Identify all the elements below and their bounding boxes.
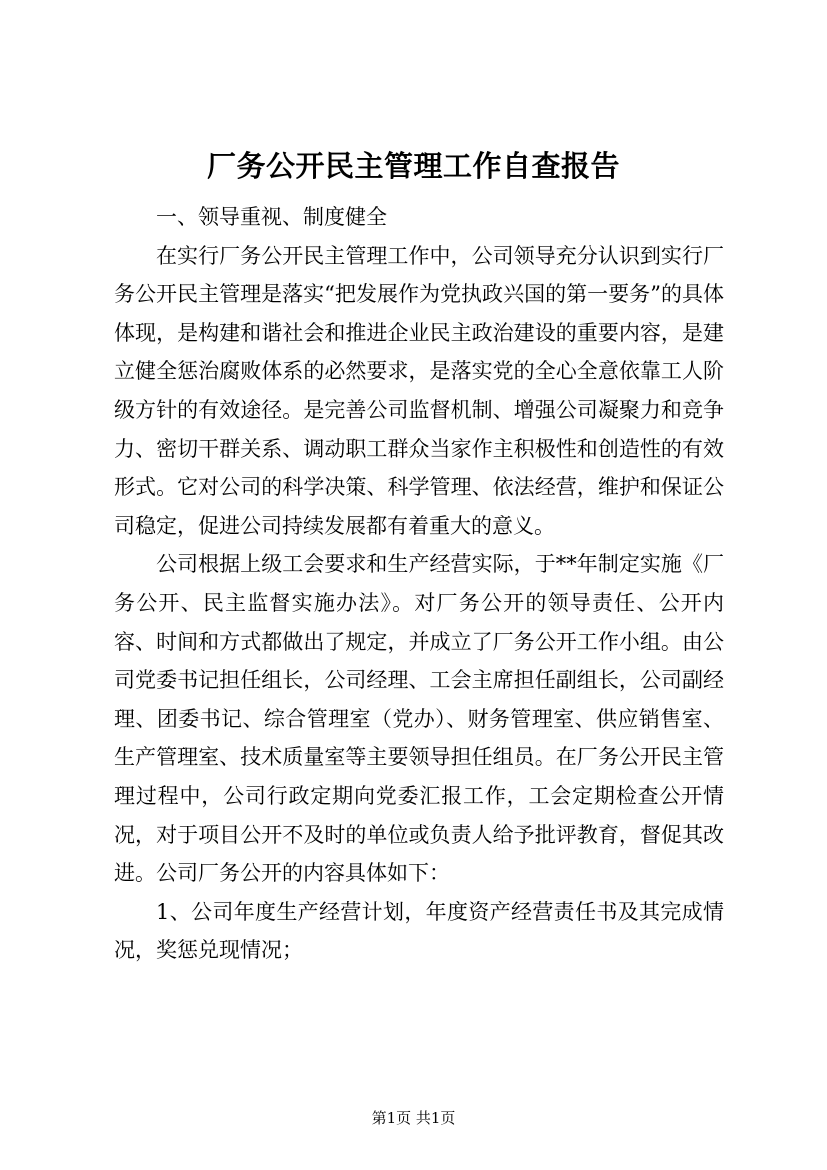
page-footer xyxy=(0,1108,827,1128)
list-item: 1、公司年度生产经营计划，年度资产经营责任书及其完成情况，奖惩兑现情况； xyxy=(114,899,724,963)
document-body xyxy=(114,198,724,970)
paragraph: 公司根据上级工会要求和生产经营实际，于**年制定实施《厂务公开、民主监督实施办法》。对厂务公开的领导责任、公开内容、时间和方式都做出了规定，并成立了厂务公开工作小组。由公司党委书记担任组长，公司经理、工会主席担任副组长，公司副经理、团委书记、综合管理室（党办）、财务管理室、供应销售室、生产管理室、技术质量室等主要领导担任组员。在厂务公开民主管理过程中，公司行政定期向党委汇报工作，工会定期检查公开情况，对于项目公开不及时的单位或负责人给予批评教育，督促其改进。公司厂务公开的内容具体如下： xyxy=(114,552,724,886)
paragraph: 在实行厂务公开民主管理工作中，公司领导充分认识到实行厂务公开民主管理是落实“把发展作为党执政兴国的第一要务”的具体体现，是构建和谐社会和推进企业民主政治建设的重要内容，是建立健全惩治腐败体系的必然要求，是落实党的全心全意依靠工人阶级方针的有效途径。是完善公司监督机制、增强公司凝聚力和竞争力、密切干群关系、调动职工群众当家作主积极性和创造性的有效形式。它对公司的科学决策、科学管理、依法经营，维护和保证公司稳定，促进公司持续发展都有着重大的意义。 xyxy=(114,243,724,538)
document-title: 厂务公开民主管理工作自查报告 xyxy=(206,149,620,183)
section-heading: 一、领导重视、制度健全 xyxy=(156,205,387,229)
page-number-label: 第1页 共1页 xyxy=(371,1109,456,1127)
